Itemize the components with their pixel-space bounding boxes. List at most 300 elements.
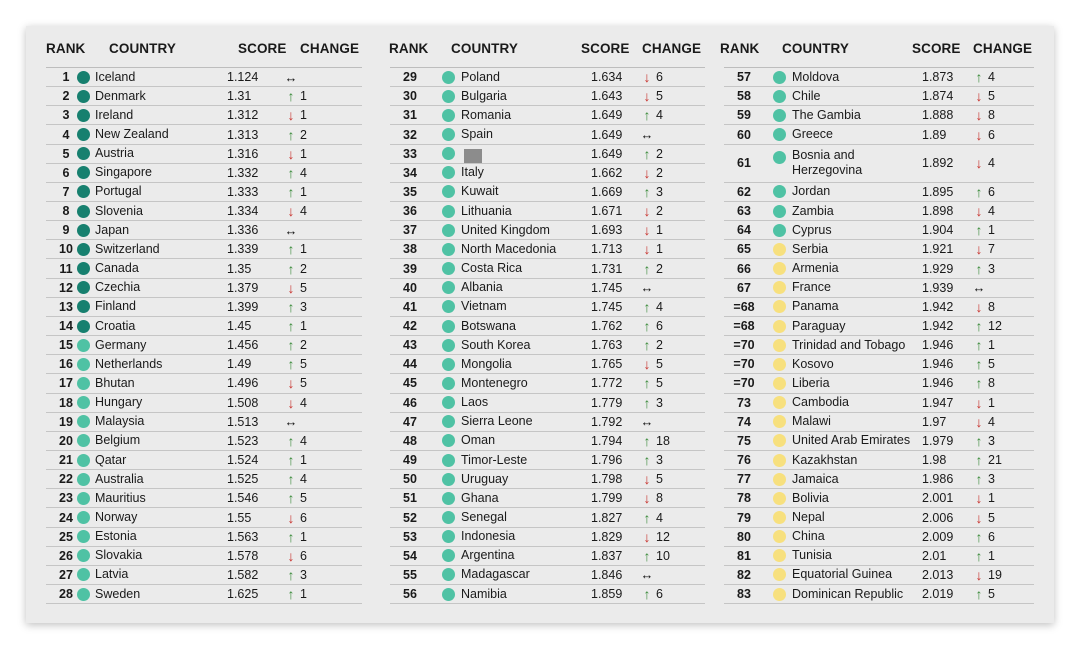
status-dot — [442, 434, 455, 447]
arrow-up-icon: ↑ — [643, 375, 651, 392]
status-dot — [442, 224, 455, 237]
status-dot — [773, 568, 786, 581]
score-cell: 1.508 — [227, 395, 259, 410]
change-value: 1 — [988, 395, 995, 410]
table-row — [46, 260, 362, 279]
country-name: Mongolia — [461, 356, 512, 371]
change-value: 5 — [988, 89, 995, 104]
rank-cell: 66 — [737, 261, 751, 276]
table-row — [390, 566, 705, 585]
country-name: Dominican Republic — [792, 586, 904, 601]
table-row — [390, 106, 705, 125]
score-cell: 1.124 — [227, 70, 259, 85]
rank-cell: 31 — [403, 108, 417, 123]
status-dot — [77, 511, 90, 524]
country-name: Tunisia — [792, 548, 832, 563]
score-cell: 1.379 — [227, 280, 259, 295]
rank-cell: 83 — [737, 587, 751, 602]
change-value: 1 — [300, 453, 307, 468]
change-value: 1 — [988, 548, 995, 563]
score-cell: 1.643 — [591, 89, 623, 104]
score-cell: 1.523 — [227, 433, 259, 448]
rank-cell: 48 — [403, 433, 417, 448]
arrow-up-icon: ↑ — [287, 528, 295, 545]
change-value: 1 — [300, 89, 307, 104]
country-name: Liberia — [792, 375, 830, 390]
country-name: Sierra Leone — [461, 414, 533, 429]
country-name: Qatar — [95, 452, 127, 467]
arrow-up-icon: ↑ — [975, 547, 983, 564]
arrow-up-icon: ↑ — [643, 145, 651, 162]
rank-cell: 73 — [737, 395, 751, 410]
table-row — [390, 145, 705, 164]
rank-cell: 40 — [403, 280, 417, 295]
table-row — [46, 470, 362, 489]
arrow-up-icon: ↑ — [643, 107, 651, 124]
status-dot — [77, 339, 90, 352]
status-dot — [442, 281, 455, 294]
table-row — [724, 298, 1034, 317]
arrow-up-icon: ↑ — [643, 432, 651, 449]
table-row — [46, 451, 362, 470]
rank-cell: 65 — [737, 242, 751, 257]
rank-cell: 34 — [403, 165, 417, 180]
table-row — [390, 432, 705, 451]
table-row — [724, 221, 1034, 240]
table-row — [390, 202, 705, 221]
status-dot — [773, 109, 786, 122]
change-value: 4 — [988, 414, 995, 429]
status-dot — [442, 185, 455, 198]
rank-cell: 67 — [737, 280, 751, 295]
rank-cell: 25 — [59, 529, 73, 544]
score-cell: 1.745 — [591, 280, 623, 295]
table-row — [46, 508, 362, 527]
arrow-both-icon: ↔ — [972, 280, 986, 296]
arrow-both-icon: ↔ — [284, 69, 298, 85]
arrow-down-icon: ↓ — [975, 88, 983, 105]
arrow-down-icon: ↓ — [643, 69, 651, 86]
score-cell: 1.713 — [591, 242, 623, 257]
country-name: Estonia — [95, 529, 137, 544]
table-row — [390, 221, 705, 240]
change-value: 1 — [300, 319, 307, 333]
country-name: Lithuania — [461, 203, 512, 218]
arrow-up-icon: ↑ — [975, 432, 983, 449]
change-value: 3 — [656, 395, 663, 410]
arrow-down-icon: ↓ — [975, 107, 983, 124]
rank-cell: 43 — [403, 338, 417, 353]
arrow-up-icon: ↑ — [643, 509, 651, 526]
arrow-up-icon: ↑ — [975, 318, 983, 334]
score-cell: 1.399 — [227, 299, 259, 314]
arrow-down-icon: ↓ — [643, 490, 651, 507]
status-dot — [77, 473, 90, 486]
rank-cell: 22 — [59, 472, 73, 487]
country-name: Nepal — [792, 510, 825, 524]
country-name: Equatorial Guinea — [792, 567, 893, 582]
change-value: 6 — [988, 184, 995, 199]
country-name: Hungary — [95, 395, 143, 410]
table-row — [46, 68, 362, 87]
country-name: Trinidad and Tobago — [792, 337, 906, 352]
table-row — [46, 145, 362, 164]
score-cell: 1.798 — [591, 472, 623, 487]
status-dot — [773, 205, 786, 218]
rank-cell: 36 — [403, 204, 417, 219]
table-row — [390, 125, 705, 144]
arrow-both-icon: ↔ — [284, 222, 298, 238]
country-name: Norway — [95, 510, 138, 524]
country-name: Croatia — [95, 318, 136, 333]
rank-cell: 80 — [737, 529, 751, 544]
rank-cell: 44 — [403, 357, 417, 372]
change-value: 1 — [300, 108, 307, 123]
rank-cell: 62 — [737, 184, 751, 199]
rank-cell: 16 — [59, 357, 73, 372]
status-dot — [77, 434, 90, 447]
score-cell: 1.97 — [922, 414, 947, 429]
score-cell: 1.578 — [227, 548, 259, 563]
country-name: Finland — [95, 299, 136, 314]
arrow-down-icon: ↓ — [643, 88, 651, 105]
score-cell: 1.336 — [227, 223, 259, 238]
change-value: 6 — [300, 510, 307, 525]
score-cell: 1.947 — [922, 395, 954, 410]
status-dot — [442, 511, 455, 524]
status-dot — [773, 358, 786, 371]
status-dot — [77, 262, 90, 275]
table-row — [390, 528, 705, 547]
status-dot — [77, 300, 90, 313]
country-name: Slovenia — [95, 203, 143, 218]
rank-cell: 82 — [737, 567, 751, 582]
status-dot — [442, 109, 455, 122]
country-name: Romania — [461, 107, 512, 122]
status-dot — [77, 166, 90, 179]
table-row — [46, 336, 362, 355]
score-cell: 1.649 — [591, 127, 623, 142]
country-name: Jordan — [792, 184, 831, 199]
rank-cell: 35 — [403, 184, 417, 199]
country-name: Germany — [95, 337, 147, 352]
header-country: COUNTRY — [782, 41, 849, 56]
status-dot — [773, 454, 786, 467]
table-row — [390, 183, 705, 202]
status-dot — [442, 166, 455, 179]
status-dot — [442, 396, 455, 409]
country-name: Ireland — [95, 107, 134, 122]
table-row — [390, 374, 705, 393]
status-dot — [773, 549, 786, 562]
score-cell: 1.859 — [591, 587, 623, 602]
rank-cell: 27 — [59, 567, 73, 582]
change-value: 2 — [656, 204, 663, 219]
status-dot — [773, 262, 786, 275]
score-cell: 1.456 — [227, 338, 259, 353]
country-name: Sweden — [95, 586, 141, 601]
status-dot — [773, 396, 786, 409]
score-cell: 1.892 — [922, 156, 954, 171]
change-value: 5 — [988, 587, 995, 602]
country-name: Iceland — [95, 69, 136, 84]
table-row — [724, 317, 1034, 336]
rank-cell: 5 — [62, 146, 70, 161]
status-dot — [442, 530, 455, 543]
table-row — [390, 164, 705, 183]
change-value: 21 — [988, 453, 1002, 468]
table-row — [390, 317, 705, 336]
table-row — [724, 489, 1034, 508]
score-cell: 1.339 — [227, 242, 259, 257]
arrow-down-icon: ↓ — [975, 241, 983, 258]
change-value: 5 — [300, 280, 307, 295]
arrow-up-icon: ↑ — [287, 452, 295, 469]
status-dot — [77, 568, 90, 581]
score-cell: 1.334 — [227, 204, 259, 219]
table-row — [724, 355, 1034, 374]
change-value: 8 — [656, 491, 663, 506]
score-cell: 1.986 — [922, 472, 954, 487]
table-row — [724, 413, 1034, 432]
country-name: New Zealand — [95, 127, 169, 141]
status-dot — [77, 224, 90, 237]
status-dot — [773, 339, 786, 352]
change-value: 6 — [300, 548, 307, 563]
score-cell: 1.904 — [922, 223, 954, 238]
country-name: Slovakia — [95, 548, 143, 563]
score-cell: 1.525 — [227, 472, 259, 487]
score-cell: 1.837 — [591, 548, 623, 563]
score-cell: 1.942 — [922, 299, 954, 314]
country-name: Montenegro — [461, 375, 528, 390]
status-dot — [773, 511, 786, 524]
country-name: Moldova — [792, 69, 840, 84]
country-name: Cyprus — [792, 222, 832, 237]
status-dot — [77, 415, 90, 428]
score-cell: 1.827 — [591, 510, 623, 525]
rank-cell: 14 — [59, 319, 73, 333]
status-dot — [77, 377, 90, 390]
country-name: Australia — [95, 471, 144, 486]
score-cell: 1.45 — [227, 319, 252, 333]
rank-cell: 12 — [59, 280, 73, 295]
change-value: 1 — [300, 184, 307, 199]
arrow-up-icon: ↑ — [975, 260, 983, 277]
table-row — [46, 374, 362, 393]
change-value: 18 — [656, 433, 670, 448]
arrow-both-icon: ↔ — [640, 414, 654, 430]
arrow-both-icon: ↔ — [640, 567, 654, 583]
rank-cell: =68 — [733, 299, 755, 314]
score-cell: 1.874 — [922, 89, 954, 104]
arrow-up-icon: ↑ — [975, 452, 983, 469]
change-value: 10 — [656, 548, 670, 563]
arrow-down-icon: ↓ — [287, 509, 295, 526]
rank-cell: 75 — [737, 433, 751, 448]
table-row — [46, 317, 362, 336]
score-cell: 1.946 — [922, 338, 954, 353]
country-name: Madagascar — [461, 567, 530, 582]
table-row — [46, 566, 362, 585]
arrow-down-icon: ↓ — [975, 509, 983, 526]
table-row — [46, 413, 362, 432]
score-cell: 1.888 — [922, 108, 954, 123]
score-cell: 1.846 — [591, 567, 623, 582]
arrow-up-icon: ↑ — [287, 298, 295, 315]
change-value: 8 — [988, 376, 995, 391]
country-name: Japan — [95, 222, 130, 237]
table-row — [46, 298, 362, 317]
table-row — [390, 394, 705, 413]
rank-cell: 4 — [62, 127, 70, 142]
rank-cell: 60 — [737, 127, 751, 142]
table-row — [46, 394, 362, 413]
rank-cell: 15 — [59, 338, 73, 353]
score-cell: 2.013 — [922, 567, 954, 582]
table-row — [390, 336, 705, 355]
table-row — [390, 68, 705, 87]
arrow-up-icon: ↑ — [287, 241, 295, 258]
rank-cell: 47 — [403, 414, 417, 429]
status-dot — [77, 205, 90, 218]
score-cell: 1.625 — [227, 587, 259, 602]
change-value: 5 — [300, 491, 307, 506]
rank-cell: 58 — [737, 89, 751, 104]
arrow-up-icon: ↑ — [643, 547, 651, 564]
table-row — [46, 106, 362, 125]
table-row — [390, 240, 705, 259]
change-value: 1 — [656, 223, 663, 238]
change-value: 4 — [300, 433, 307, 448]
country-name: The Gambia — [792, 107, 861, 122]
table-row — [724, 145, 1034, 183]
rank-cell: 37 — [403, 223, 417, 238]
arrow-down-icon: ↓ — [287, 203, 295, 220]
table-row — [46, 240, 362, 259]
status-dot — [773, 377, 786, 390]
table-row — [724, 260, 1034, 279]
country-name: United Arab Emirates — [792, 433, 911, 448]
arrow-down-icon: ↓ — [643, 241, 651, 258]
country-name: Italy — [461, 165, 484, 180]
change-value: 3 — [300, 567, 307, 582]
arrow-down-icon: ↓ — [287, 279, 295, 296]
table-row — [390, 413, 705, 432]
table-row — [724, 240, 1034, 259]
score-cell: 1.921 — [922, 242, 954, 257]
country-name: Denmark — [95, 88, 146, 103]
arrow-up-icon: ↑ — [287, 164, 295, 181]
rank-cell: 77 — [737, 472, 751, 487]
country-name: Costa Rica — [461, 261, 523, 276]
table-row — [46, 202, 362, 221]
rank-cell: 52 — [403, 510, 417, 525]
score-cell: 1.873 — [922, 70, 954, 85]
score-cell: 1.332 — [227, 165, 259, 180]
rank-cell: =70 — [733, 357, 755, 372]
table-row — [46, 432, 362, 451]
arrow-down-icon: ↓ — [287, 375, 295, 392]
table-row — [46, 547, 362, 566]
table-row — [390, 547, 705, 566]
rank-cell: 79 — [737, 510, 751, 525]
rank-cell: 56 — [403, 587, 417, 602]
score-cell: 1.313 — [227, 127, 259, 142]
table-row — [390, 470, 705, 489]
arrow-up-icon: ↑ — [643, 183, 651, 200]
change-value: 2 — [300, 338, 307, 353]
table-row — [724, 87, 1034, 106]
arrow-down-icon: ↓ — [287, 394, 295, 411]
change-value: 1 — [300, 146, 307, 161]
country-name: Bulgaria — [461, 88, 507, 103]
arrow-down-icon: ↓ — [643, 203, 651, 220]
change-value: 4 — [656, 108, 663, 123]
status-dot — [77, 185, 90, 198]
rank-cell: =70 — [733, 376, 755, 391]
change-value: 1 — [300, 587, 307, 602]
table-row — [724, 585, 1034, 604]
rank-cell: 50 — [403, 472, 417, 487]
rank-cell: 6 — [62, 165, 70, 180]
arrow-up-icon: ↑ — [287, 586, 295, 603]
country-name: Albania — [461, 280, 503, 295]
change-value: 5 — [988, 510, 995, 525]
status-dot — [77, 71, 90, 84]
country-name: Ghana — [461, 490, 499, 505]
table-row — [724, 202, 1034, 221]
arrow-down-icon: ↓ — [975, 298, 983, 315]
country-name: Czechia — [95, 280, 141, 295]
arrow-up-icon: ↑ — [287, 126, 295, 143]
table-row — [46, 489, 362, 508]
status-dot — [77, 128, 90, 141]
rank-cell: 28 — [59, 587, 73, 602]
arrow-up-icon: ↑ — [643, 298, 651, 315]
arrow-up-icon: ↑ — [287, 356, 295, 373]
change-value: 3 — [988, 261, 995, 276]
score-cell: 1.693 — [591, 223, 623, 238]
score-cell: 1.671 — [591, 204, 623, 219]
arrow-up-icon: ↑ — [287, 337, 295, 354]
status-dot — [442, 71, 455, 84]
arrow-down-icon: ↓ — [975, 203, 983, 220]
arrow-down-icon: ↓ — [975, 126, 983, 143]
change-value: 12 — [988, 319, 1002, 333]
status-dot — [77, 281, 90, 294]
arrow-up-icon: ↑ — [975, 528, 983, 545]
header-score: SCORE — [912, 41, 961, 56]
arrow-down-icon: ↓ — [975, 394, 983, 411]
status-dot — [773, 281, 786, 294]
table-row — [390, 585, 705, 604]
score-cell: 1.582 — [227, 567, 259, 582]
arrow-up-icon: ↑ — [975, 337, 983, 354]
rank-cell: 49 — [403, 453, 417, 468]
table-row — [390, 355, 705, 374]
arrow-down-icon: ↓ — [643, 222, 651, 239]
header-score: SCORE — [238, 41, 287, 56]
rank-cell: 41 — [403, 299, 417, 314]
header-rank: RANK — [46, 41, 86, 56]
change-value: 6 — [656, 70, 663, 85]
status-dot — [442, 588, 455, 601]
status-dot — [773, 71, 786, 84]
change-value: 8 — [988, 299, 995, 314]
status-dot — [773, 434, 786, 447]
country-name: North Macedonia — [461, 241, 557, 256]
